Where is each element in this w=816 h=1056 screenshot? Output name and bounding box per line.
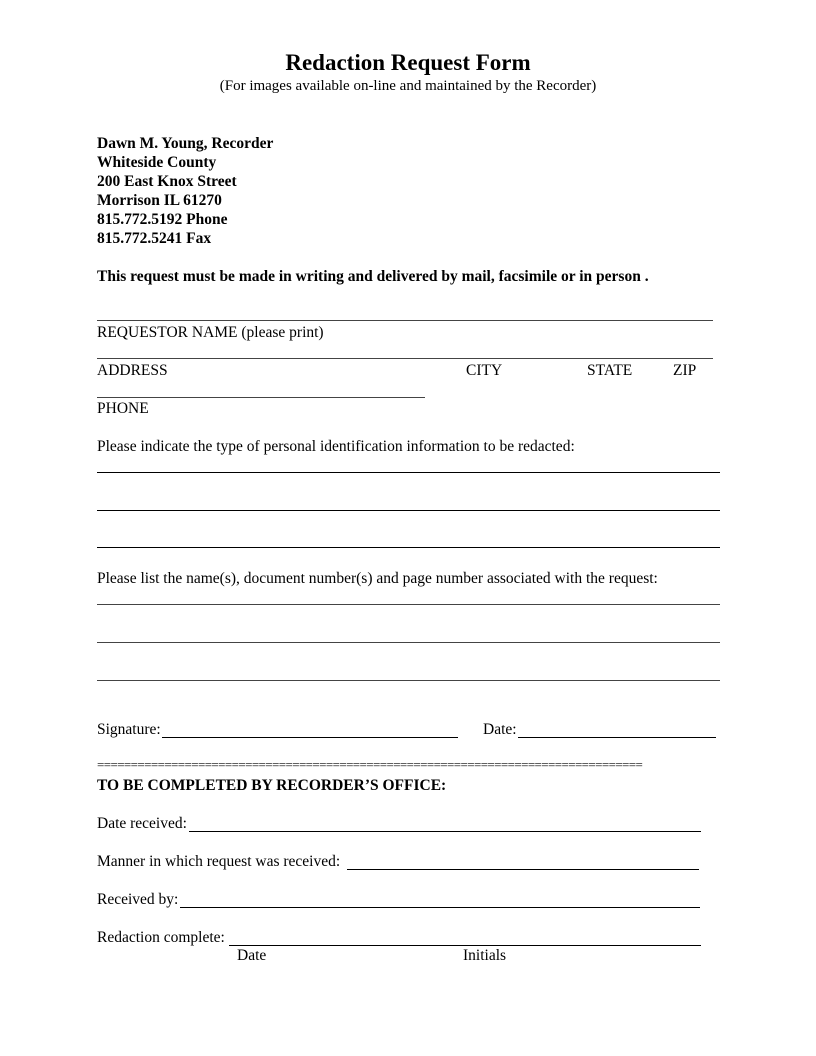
received-by-label: Received by: — [97, 891, 179, 908]
pii-line-2[interactable] — [97, 510, 720, 511]
pii-line-3[interactable] — [97, 547, 720, 548]
signature-date-field[interactable] — [518, 737, 716, 738]
submission-instruction: This request must be made in writing and delivered by mail, facsimile or in person . — [97, 268, 649, 285]
section-separator: ================================================================================= — [97, 757, 643, 772]
zip-label: ZIP — [673, 362, 697, 379]
signature-label: Signature: — [97, 721, 161, 738]
address-field[interactable] — [97, 358, 713, 359]
office-fax: 815.772.5241 Fax — [97, 230, 212, 247]
page-subtitle: (For images available on-line and maintained by the Recorder) — [219, 78, 597, 94]
manner-received-field[interactable] — [347, 869, 699, 870]
documents-line-1[interactable] — [97, 604, 720, 605]
address-label: ADDRESS — [97, 362, 168, 379]
received-by-field[interactable] — [180, 907, 700, 908]
pii-prompt: Please indicate the type of personal identification information to be redacted: — [97, 438, 575, 455]
signature-date-label: Date: — [483, 721, 517, 738]
office-use-heading: TO BE COMPLETED BY RECORDER’S OFFICE: — [97, 777, 447, 794]
pii-line-1[interactable] — [97, 472, 720, 473]
office-county: Whiteside County — [97, 154, 217, 171]
redaction-initials-sublabel: Initials — [463, 947, 507, 964]
date-received-field[interactable] — [189, 831, 701, 832]
requestor-name-field[interactable] — [97, 320, 713, 321]
requestor-name-label: REQUESTOR NAME (please print) — [97, 324, 324, 341]
city-label: CITY — [466, 362, 503, 379]
redaction-complete-field[interactable] — [229, 945, 701, 946]
manner-received-label: Manner in which request was received: — [97, 853, 341, 870]
office-phone: 815.772.5192 Phone — [97, 211, 228, 228]
office-city-state-zip: Morrison IL 61270 — [97, 192, 222, 209]
documents-line-3[interactable] — [97, 680, 720, 681]
redaction-date-sublabel: Date — [237, 947, 267, 964]
page-title: Redaction Request Form — [285, 50, 531, 75]
phone-label: PHONE — [97, 400, 149, 417]
phone-field[interactable] — [97, 397, 425, 398]
office-recorder-name: Dawn M. Young, Recorder — [97, 135, 274, 152]
date-received-label: Date received: — [97, 815, 187, 832]
state-label: STATE — [587, 362, 633, 379]
signature-field[interactable] — [162, 737, 458, 738]
documents-prompt: Please list the name(s), document number(s) and page number associated with the request: — [97, 570, 658, 587]
office-street: 200 East Knox Street — [97, 173, 237, 190]
redaction-complete-label: Redaction complete: — [97, 929, 225, 946]
documents-line-2[interactable] — [97, 642, 720, 643]
